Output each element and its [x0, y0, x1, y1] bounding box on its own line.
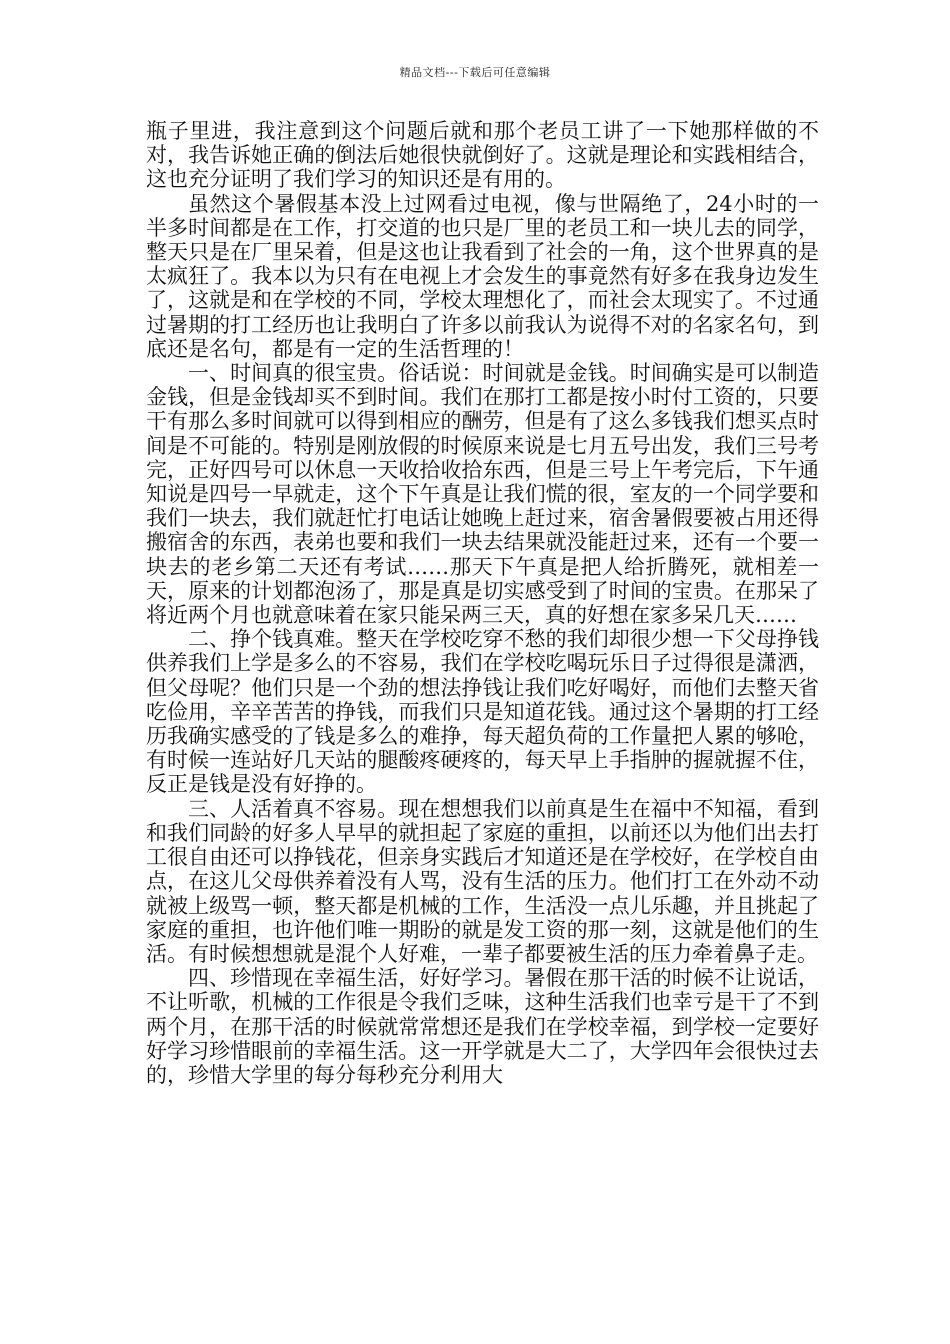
paragraph-3: 一、时间真的很宝贵。俗话说：时间就是金钱。时间确实是可以制造金钱，但是金钱却买不到时间。我们在那打工都是按小时付工资的，只要干有那么多时间就可以得到相应的酬劳，但是有了这么多钱我们想买点时间是不可能的。特别是刚放假的时候原来说是七月五号出发，我们三号考完，正好四号可以休息一天收拾收拾东西，但是三号上午考完后，下午通知说是四号一早就走，这个下午真是让我们慌的很，室友的一个同学要和我们一块去，我们就赶忙打电话让她晚上赶过来，宿舍暑假要被占用还得搬宿舍的东西，表弟也要和我们一块去结果就没能赶过来，还有一个要一块去的老乡第二天还有考试……那天下午真是把人给折腾死，就相差一天，原来的计划都泡汤了，那是真是切实感受到了时间的宝贵。在那呆了将近两个月也就意味着在家只能呆两三天，真的好想在家多呆几天…… — [146, 361, 819, 628]
paragraph-4: 二、挣个钱真难。整天在学校吃穿不愁的我们却很少想一下父母挣钱供养我们上学是多么的不容易，我们在学校吃喝玩乐日子过得很是潇洒，但父母呢？他们只是一个劲的想法挣钱让我们吃好喝好，而他们去整天省吃俭用，辛辛苦苦的挣钱，而我们只是知道花钱。通过这个暑期的打工经历我确实感受的了钱是多么的难挣，每天超负荷的工作量把人累的够呛，有时候一连站好几天站的腿酸疼硬疼的，每天早上手指肿的握就握不住，反正是钱是没有好挣的。 — [146, 627, 819, 797]
paragraph-2: 虽然这个暑假基本没上过网看过电视，像与世隔绝了，24小时的一半多时间都是在工作，打交道的也只是厂里的老员工和一块儿去的同学，整天只是在厂里呆着，但是这也让我看到了社会的一角，这个世界真的是太疯狂了。我本以为只有在电视上才会发生的事竟然有好多在我身边发生了，这就是和在学校的不同，学校太理想化了，而社会太现实了。不过通过暑期的打工经历也让我明白了许多以前我认为说得不对的名家名句，到底还是名句，都是有一定的生活哲理的！ — [146, 191, 819, 361]
page-header: 精品文档---下载后可任意编辑 — [399, 66, 551, 79]
paragraph-6: 四、珍惜现在幸福生活，好好学习。暑假在那干活的时候不让说话，不让听歌，机械的工作很是令我们乏味，这种生活我们也幸亏是干了不到两个月，在那干活的时候就常常想还是我们在学校幸福，到学校一定要好好学习珍惜眼前的幸福生活。这一开学就是大二了，大学四年会很快过去的，珍惜大学里的每分每秒充分利用大 — [146, 966, 819, 1087]
paragraph-1: 瓶子里进，我注意到这个问题后就和那个老员工讲了一下她那样做的不对，我告诉她正确的倒法后她很快就倒好了。这就是理论和实践相结合，这也充分证明了我们学习的知识还是有用的。 — [146, 119, 819, 192]
paragraph-5: 三、人活着真不容易。现在想想我们以前真是生在福中不知福，看到和我们同龄的好多人早早的就担起了家庭的重担，以前还以为他们出去打工很自由还可以挣钱花，但亲身实践后才知道还是在学校好，在学校自由点，在这儿父母供养着没有人骂，没有生活的压力。他们打工在外动不动就被上级骂一顿，整天都是机械的工作，生活没一点儿乐趣，并且挑起了家庭的重担，也许他们唯一期盼的就是发工资的那一刻，这就是他们的生活。有时候想想就是混个人好难，一辈子都要被生活的压力牵着鼻子走。 — [146, 796, 819, 966]
document-body — [146, 119, 819, 1087]
